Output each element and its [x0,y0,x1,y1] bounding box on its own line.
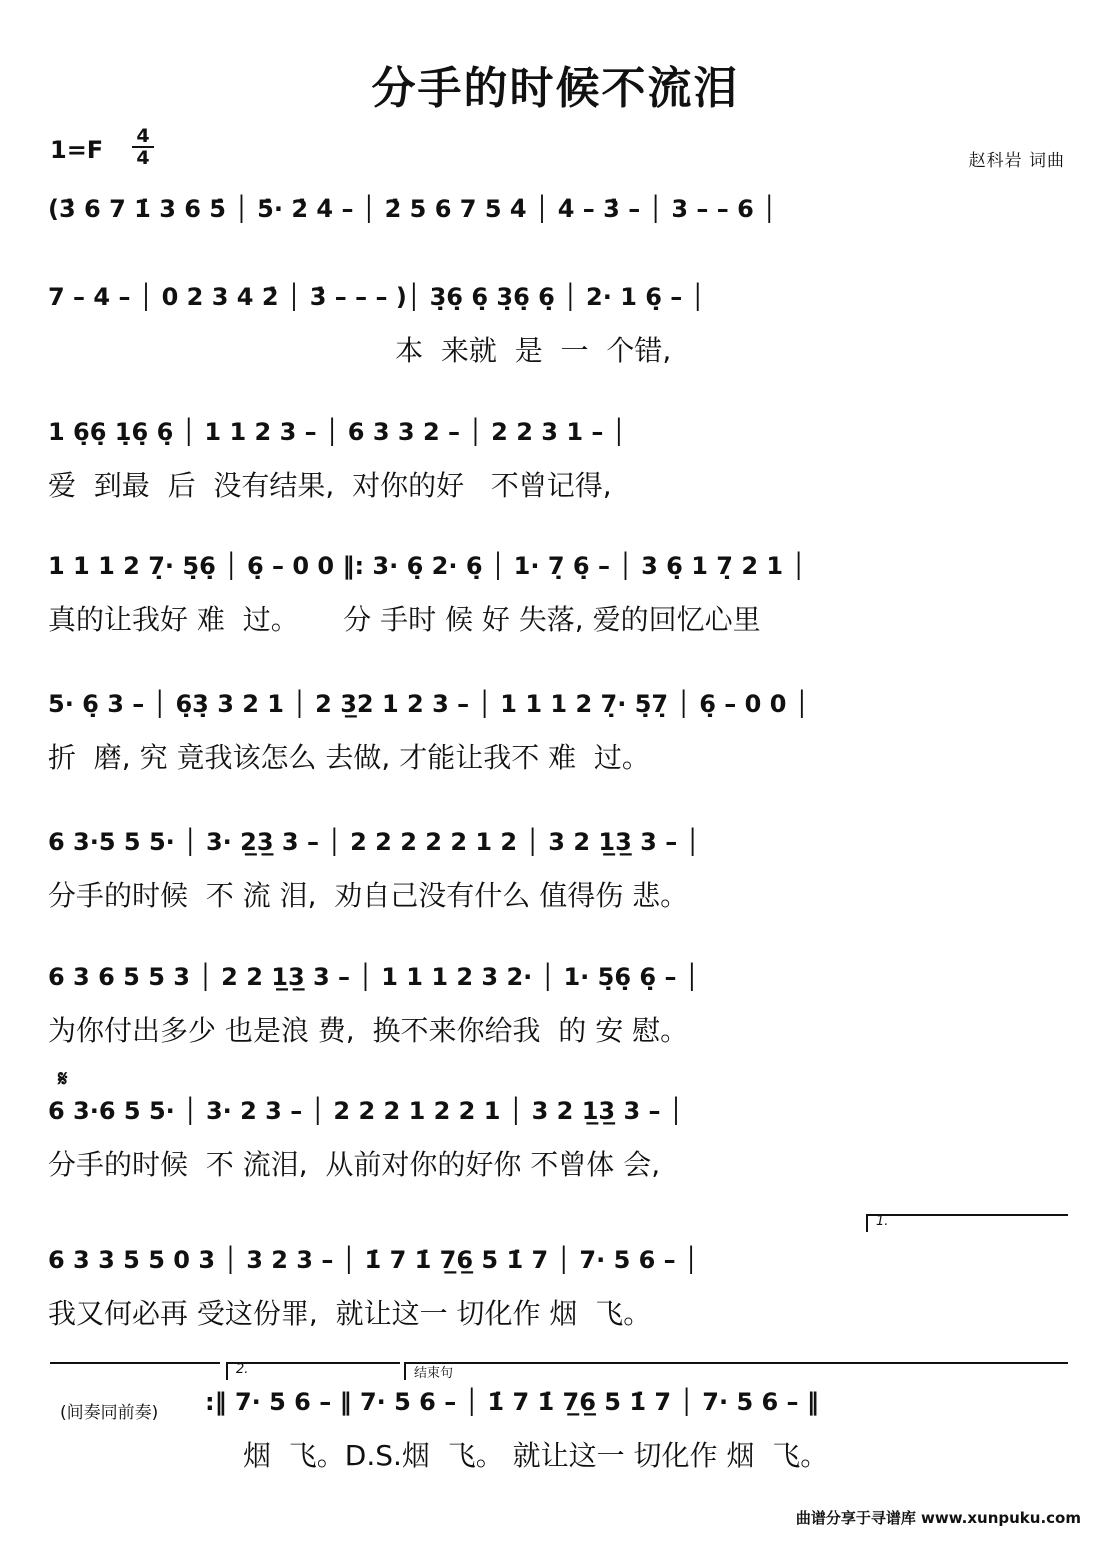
notation-line: 6 3 6 5 5 3 │ 2 2 1̲3̲ 3 – │ 1 1 1 2 3 2· │ 1· 5̣6̣ 6̣ – │ [48,963,700,991]
interlude-note: (间奏同前奏) [60,1403,159,1423]
notation-line: (3̇ 6 7 1̇ 3 6 5̇ │ 5̇· 2̇ 4̇ – │ 2̇ 5 6 7 5 4̇ │ 4̇ – 3̇ – │ 3 – – 6 │ [48,195,777,223]
notation-line: 1 6̣6̣ 1̣6̣ 6̣ │ 1 1 2 3 – │ 6 3 3 2 – │ 2 2 3 1 – │ [48,418,627,446]
key-signature: 1=F [50,136,104,164]
notation-line: 6 3·6 5 5· │ 3· 2 3 – │ 2 2 2 1 2 2 1 │ 3 2 1̲3̲ 3 – │ [48,1097,684,1125]
ending-label: 结束句 [414,1366,454,1381]
lyrics-line: 爱 到最 后 没有结果, 对你的好 不曾记得, [48,469,612,502]
second-ending-bracket [226,1362,400,1380]
score-system-6 [48,828,1068,910]
lyrics-line: 本 来就 是 一 个错, [48,334,672,367]
ending-bracket [404,1362,1068,1380]
score-system-10 [205,1388,1065,1470]
song-title: 分手的时候不流泪 [371,63,740,114]
time-signature-bottom: 4 [136,147,150,169]
notation-line: 6 3 3 5 5 0 3 │ 3 2 3 – │ 1̇ 7 1̇ 7̲6̲ 5 1̇ 7 │ 7· 5 6 – │ [48,1246,699,1274]
first-ending-bracket [866,1214,1068,1232]
lyrics-line: 烟 飞。D.S.烟 飞。 就让这一 切化作 烟 飞。 [243,1439,829,1472]
second-ending-label: 2. [236,1362,249,1377]
interlude-rule [50,1362,220,1364]
notation-line: 5· 6̣ 3 – │ 6̣3̣ 3 2 1 │ 2 3̲2 1 2 3 – │ 1 1 1 2 7̣· 5̣7̣ │ 6̣ – 0 0 │ [48,690,810,718]
composer-credit: 赵科岩 词曲 [968,151,1065,171]
segno-sign: 𝄋 [58,1067,68,1092]
notation-line: 7 – 4 – │ 0 2 3 4 2̇ │ 3̇ – – – )│ 3̣6̣ 6̣ 3̣6̣ 6̣ │ 2· 1 6̣ – │ [48,283,706,311]
notation-line: 1 1 1 2 7̣· 5̣6̣ │ 6̣ – 0 0 ‖: 3· 6̣ 2· 6̣ │ 1· 7̣ 6̣ – │ 3 6̣ 1 7̣ 2 1 │ [48,552,806,580]
notation-line: 6 3·5 5 5· │ 3· 2̲3̲ 3 – │ 2 2 2 2 2 1 2 │ 3 2 1̲3̲ 3 – │ [48,828,701,856]
lyrics-line: 真的让我好 难 过。 分 手时 候 好 失落, 爱的回忆心里 [48,603,761,636]
score-system-9 [48,1246,1068,1328]
score-system-5 [48,690,1068,772]
time-signature-top: 4 [136,125,150,147]
lyrics-line: 折 磨, 究 竟我该怎么 去做, 才能让我不 难 过。 [48,741,650,774]
notation-line: :‖ 7· 5 6 – ‖ 7· 5 6 – │ 1̇ 7 1̇ 7̲6̲ 5 1̇ 7 │ 7· 5 6 – ‖ [205,1388,819,1416]
first-ending-label: 1. [876,1214,889,1229]
footer-credit: 曲谱分享于寻谱库 www.xunpuku.com [795,1509,1081,1527]
lyrics-line: 我又何必再 受这份罪, 就让这一 切化作 烟 飞。 [48,1297,652,1330]
score-system-1 [48,195,1068,277]
lyrics-line: 分手的时候 不 流泪, 从前对你的好你 不曾体 会, [48,1148,661,1181]
time-signature [130,126,156,168]
score-system-3 [48,418,1068,500]
score-system-8 [48,1097,1068,1179]
lyrics-line: 分手的时候 不 流 泪, 劝自己没有什么 值得伤 悲。 [48,879,689,912]
score-system-4 [48,552,1068,634]
lyrics-line: 为你付出多少 也是浪 费, 换不来你给我 的 安 慰。 [48,1014,689,1047]
lyrics-line [48,241,1068,277]
score-system-2 [48,283,1068,365]
score-system-7 [48,963,1068,1045]
